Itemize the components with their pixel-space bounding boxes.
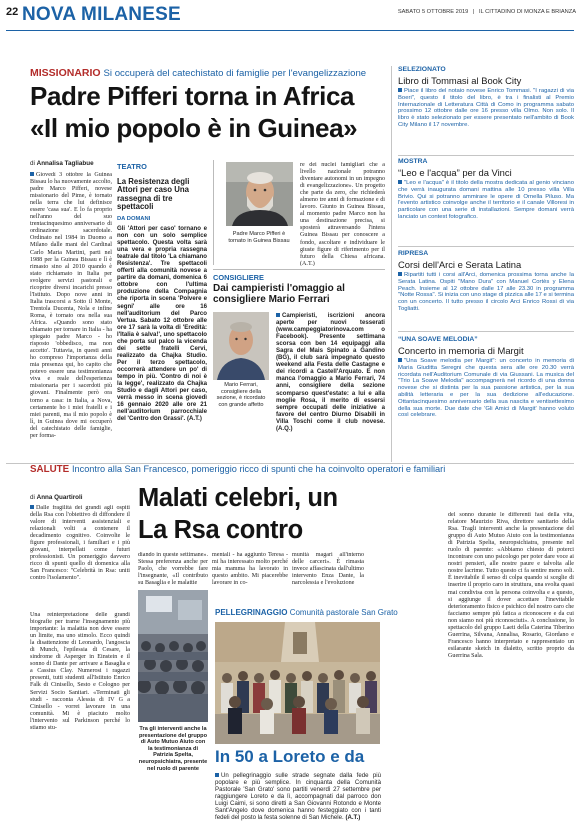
teatro-label: TEATRO (117, 162, 147, 171)
sidebar-3-label: RIPRESA (398, 250, 429, 257)
bullet-square (215, 773, 219, 777)
teatro-text (117, 225, 207, 422)
loreto-group-image (215, 622, 380, 744)
rsa-col3: mentali - ha aggiunto Teresa - mi ha interessato molto perché mia mamma ha lavorato in questo ambito. Mi piacerebbe lavorare in co- (212, 552, 288, 587)
rsa-headline-2: La Rsa contro (138, 516, 303, 544)
loreto-photo (215, 622, 380, 744)
sidebar-rule-2 (398, 246, 574, 247)
sidebar-1-label: SELEZIONATO (398, 66, 446, 73)
pifferi-photo (226, 162, 293, 226)
header-rule (6, 30, 574, 31)
bullet-square (30, 172, 34, 176)
rsa-byline-author: Anna Quartiroli (36, 494, 83, 501)
sidebar-3-text: Ripartiti tutti i corsi all'Arci, domenica prossima torna anche la Serata Latina. Ospiti "Mano Dura" con Manuel Cortès y Elena Peach. Insieme al 12 ottobre dalle 17 alle 23.30 in programma "Notte Rossa". Si inizia con uno stage di pizzica alle 17 e si termina con un concerto. Il tutto presso il circolo Arci Enrico Rossi di via Togliatti. (398, 272, 574, 312)
teatro-byline: DA DOMANI (117, 216, 151, 222)
ferrari-photo (213, 312, 269, 380)
sidebar-item-1 (398, 66, 574, 168)
main-byline-prefix: di (30, 160, 35, 167)
main-col3-signature: (A.T.) (300, 260, 315, 266)
rsa-col5: del sonno durante le differenti fasi della vita, relatore Maurizio Riva, direttore sanitario della Rsa. Tragli interventi anche la presentazione del gruppo di Auto Mutuo Aiuto con la testimonianza di Patrizia Spelta, neuropsichiatra, presente nel ruolo di parente: «Abbiamo chiesto di poterci incontrare con uno psicologo per poter dare voce ai nostri pensieri, alle nostre paure e talvolta alle nostre lacrime. Tutto questo ci fa sentire meno soli. È inevitabile il senso di colpa quando si sceglie di inserire il proprio caro in struttura, una svolta quasi mai condivisa con la persona coinvolta e a questo, si aggiunge il dover accettare l'inevitabile deterioramento fisico e psichico del nostro caro che facciamo sempre più fatica a riconoscere e da cui non siamo noi più riconosciuti». A conclusione, lo spettacolo del gruppo Laeti della Caterina Tiberino Guerrina, Silvana, Annalisa, Rosario, Giordano e Francesco hanno interpretato e rappresentato un esilarante sketch in dialetto, scritto proprio da Guerrina Sala. (448, 512, 574, 659)
sidebar-4-title: Concerto in memoria di Margit (398, 345, 524, 356)
bullet-square (30, 505, 34, 509)
rsa-col1-bottom-text: Una reinterpretazione delle grandi biografie per trarne l'insegnamento più importante: la malattia non deve essere un limite, ma uno stimolo. Ecco quindi la disattenzione di Leonardo, l'angoscia di Munch, l'epilessia di Cesare, la sindrome di Asperger in Einstein e il sonno di Dante per arrivare a Basaglia e a Cassius Clay. Numerosi i ragazzi presenti, tutti studenti all'Istituto Enrico Falk di Cinisello, Sesto e Cologno per Servizi Socio Sanitari. «Terminati gli studi - racconta Alessia di IV G a Cinisello - vorrei lavorare in una comunità. Mi è piaciuto molto l'intervento sul Parkinson perché lo stiamo stu- (30, 612, 130, 731)
bullet-square (398, 272, 402, 276)
sidebar-1-text: Piace il libro del notaio novese Enrico Tommasi. "I ragazzi di via Boeri", questo il titolo del libro, è tra i finalisti al Premio Internazionale di Letteratura Città di Como in programma sabato prossimo 12 ottobre dalle ore 16 presso villa Olmo. Non solo. Il libro è stato selezionato per essere presentato nell'ambito di Book City Milano il 17 novembre. (398, 88, 574, 128)
rsa-photo-caption: Tra gli interventi anche la presentazione del gruppo di Auto Mutuo Aiuto con la testimonianza di Patrizia Spelta, neuropsichiatra, presente nel ruolo di parente (138, 726, 208, 772)
rsa-col1-top (30, 505, 130, 609)
teatro-text-body: Gli 'Attori per caso' tornano e non con un solo semplice spettacolo. Questa volta sarà una vera e propria rassegna teatrale dal titolo 'La chiamano Resistenza'. Tre spettacoli offerti alla comunità novese a partire da domani, domenica 6 ottobre con l'ultima produzione della Compagnia che riporta in scena 'Polvere e segni' alle ore 16 nell'auditorium del Parco Vertua. Sabato 12 ottobre alle ore 17 sarà la volta di 'Eredità: l'Italia è salva!', uno spettacolo che porta sul palco la vicenda dei sette fratelli Cervi, realizzato da Chajka Studio. Per il terzo spettacolo, occorrerà attendere un po' di tempo in più. 'Contro di noi è la legge', realizzato da Chajka Studio e dagli Attori per caso, verrà messo in scena giovedì 16 gennaio 2020 alle ore 21 nell'auditorium parrocchiale del 'Centro don Grassi'. (117, 225, 207, 423)
loreto-headline: In 50 a Loreto e da (215, 747, 365, 766)
consigliere-label: CONSIGLIERE (213, 273, 264, 282)
rsa-kicker-label: SALUTE (30, 464, 70, 475)
rsa-event-photo (138, 590, 208, 722)
rsa-event-image (138, 590, 208, 722)
sidebar-item-3 (398, 250, 574, 340)
rsa-col2: diando in queste settimane». Stessa preferenza anche per Paolo, che vorrebbe fare l'insegnante, «Il contributo su Basaglia e le malattie (138, 552, 208, 587)
rsa-kicker-text: Incontro alla San Francesco, pomeriggio ricco di spunti che ha coinvolto operatori e familiari (71, 464, 446, 474)
sidebar-item-4 (398, 336, 574, 460)
main-kicker (30, 67, 375, 80)
sidebar-4-text: "Una Soave melodia per Margit": un concerto in memoria di Maria Giuditta Seregni che questa sera alle ore 20.30 verrà ricordata nell'Auditorium Comunale di via Giussani. La musica del "Trio La Soave Melodia" accompagnerà nel ricordo di una donna novese che si distinta per la sua passione artistica, per la sua abilità letteraria e per la sua dedizione all'educazione. Ottantacinquesimo anniversario della sua nascita e ventisettesimo della sua morte. Due date che 'Gli Amici di Margit' hanno voluto così celebrare. (398, 358, 574, 419)
main-kicker-text: Si occuperà del catechistato di famiglie per l'evangelizzazione (103, 68, 367, 79)
rsa-col1-bottom (30, 612, 130, 822)
sidebar-rule-1 (398, 155, 574, 156)
sidebar-1-title: Libro di Tommasi al Book City (398, 75, 522, 86)
pifferi-portrait-image (226, 162, 293, 226)
sidebar-2-label: MOSTRA (398, 158, 428, 165)
bullet-square (398, 358, 402, 362)
sidebar-4-label: “UNA SOAVE MELODIA” (398, 336, 478, 343)
section-title: NOVA MILANESE (22, 4, 181, 25)
sidebar-2-text: "Leo e l'acqua" è il titolo della mostra dedicata al genio vinciano che verrà inaugurata domani mattina alle 10 presso villa Villa Brivio. Qui si potranno ammirare le opere di Ornella Piluso. Ma l'evento artistico coinvolge anche il territorio e il canale Villoresi in particolare con una serie di installazioni. Sempre domani verrà lanciato un contest fotografico. (398, 180, 574, 220)
consigliere-signature: (A.Q.) (276, 424, 293, 432)
loreto-kicker-text: Comunità pastorale San Grato (289, 608, 398, 617)
loreto-text (215, 772, 381, 822)
pifferi-photo-caption: Padre Marco Pifferi è tornato in Guinea Bissau (228, 231, 290, 244)
teatro-box (117, 162, 207, 452)
ferrari-portrait-image (213, 312, 269, 380)
teatro-signature: (A.T.) (186, 415, 202, 423)
page-number: 22 (6, 6, 19, 18)
sidebar-item-2 (398, 158, 574, 254)
rsa-col1-top-text: Dalle fragilità dei grandi agli ospiti della Rsa con l'obiettivo di diffondere il valore di interventi assistenziali e relazionali volti a contenere il decadimento cognitivo. Coinvolte le figure professionali, i familiari e i più giovani, interpellati come futuri professionisti. Un pomeriggio davvero ricco di spunti quello di domenica alla San Francesco: "Celebrità in Rsa: uniti contro l'isolamento". (30, 505, 130, 582)
sidebar-3-title: Corsi dell'Arci e Serata Latina (398, 259, 522, 270)
issue-date: SABATO 5 OTTOBRE 2019 | IL CITTADINO DI MONZA E BRIANZA (397, 9, 576, 15)
rsa-col4: munità magari all'interno delle carceri». È rimasta invece affascinata dall'ultimo intervento Enza Dante, la narcolessia e l'evoluzione (292, 552, 364, 587)
bullet-square (398, 180, 402, 184)
main-kicker-label: MISSIONARIO (30, 67, 101, 79)
main-headline-2: «Il mio popolo è in Guinea» (30, 113, 358, 143)
teatro-headline: La Resistenza degli Attori per caso Una rassegna di tre spettacoli (117, 177, 190, 212)
loreto-text-body: Un pellegrinaggio sulle strade segnate dalla fede più popolare e più semplice. In cinquanta della Comunità Pastorale 'San Grato' sono partiti venerdì 27 settembre per raggiungere Loreto e da lì, accompagnati dal parroco don Luigi Caimi, si sono diretti a San Giovanni Rotondo e Monte Sant'Angelo dove domenica hanno festeggiato con i tanti fedeli del posto la festa solenne di San Michele. (215, 772, 381, 822)
date-text: SABATO 5 OTTOBRE 2019 (397, 9, 469, 15)
consigliere-headline: Dai campieristi l'omaggio al consigliere Mario Ferrari (213, 283, 345, 305)
main-col3 (300, 162, 385, 266)
consigliere-text (276, 312, 385, 452)
rsa-headline-1: Malati celebri, un (138, 484, 338, 512)
loreto-kicker (215, 608, 435, 619)
newspaper-name: IL CITTADINO DI MONZA E BRIANZA (478, 9, 576, 15)
ferrari-photo-caption: Mario Ferrari, consigliere della sezione, è ricordato con grande affetto (216, 382, 266, 408)
main-col1 (30, 172, 112, 440)
bullet-square (276, 313, 280, 317)
consigliere-top-rule (213, 269, 385, 270)
main-col1-text: Giovedì 3 ottobre la Guinea Bissau lo ha nuovamente accolto, padre Marco Pifferi, novese missionario del Pime, è tornato nella terra che lui definisce essere 'casa sua'. E lo fa proprio nell'anno del suo trentacinquesimo anniversario di ordinazione sacerdotale. Ordinato nel 1984 in Duomo a Milano dalle mani del Cardinal Carlo Maria Martini, parti nel 1988 per la Guinea Bissau e lì è rimasto sino al 2010 quando è stato richiamato in Italia per svolgere servizi pastorali e ricoprire diversi incarichi presso l'Istituto. Dopo nove anni in Italia trascorsi a Sotto il Monte, Trentola Ducenta, Nola e infine Roma, è tornato ora nella sua Africa. «Quando sono stato chiamato per tornare in Italia - ha spiegato padre Marco - ho risposto 'obbedisco, ma non accetto'. Tuttavia, in questi anni ho compreso l'importanza della mia presenza qui, ho capito che potevo essere una testimonianza viva e reale dell'esperienza missionaria per i sacerdoti più giovani. Finalmente però ora torno a casa: in Italia, a Nova, certamente ho i miei fratelli e i miei parenti, ma il mio popolo è lì, in Guinea dove mi occuperò del catechistato delle famiglie, per forma- (30, 172, 112, 439)
sidebar-2-title: “Leo e l'acqua” per da Vinci (398, 167, 512, 178)
rsa-byline (30, 494, 130, 503)
loreto-kicker-label: PELLEGRINAGGIO (215, 608, 288, 617)
teatro-vertical-rule (213, 160, 214, 265)
consigliere-text-body: Campieristi, iscrizioni ancora aperte per nuovi tesserati (www.campeggiatorinova.com o Facebook). Presente settimana scorsa con ben 14 equipaggi alla Sagra del Mais Spinato a Gandino (BG), il club sarà impegnato questo weekend alla Festa delle Castagne e dei ricordi a Castell'Arquato. E non manca l'omaggio a Mario Ferrari, 74 anni, consigliere della sezione scomparso quest'estate: a lui e alla moglie Rosa, il merito di essersi sempre occupati delle iniziative a favore del centro Diurno Disabili in Villa Toschi come il club novese. (276, 312, 385, 425)
rsa-byline-prefix: di (30, 494, 35, 501)
sidebar-divider (391, 66, 392, 462)
main-byline-author: Annalisa Tagliabue (36, 160, 94, 167)
main-headline-1: Padre Pifferi torna in Africa (30, 81, 355, 111)
main-byline (30, 160, 112, 169)
bullet-square (398, 88, 402, 92)
rsa-kicker (30, 464, 575, 476)
loreto-signature: (A.T.) (345, 814, 361, 822)
sidebar-rule-3 (398, 331, 574, 332)
main-col3-text: re dei nuclei famigliari che a livello nazionale potranno diventare autonomi in un impegno di evangelizzazione». Un progetto che parte da zero, che richiederà almeno tre anni di formazione e di lavoro. Giunto in Guinea Bissau, al momento padre Marco non ha una destinazione precisa, si sposterà attraversando l'intera Guinea Bissau per conoscere a fondo, ascoltare e individuare le giuste figure di riferimento per il futuro della Chiesa africana. (300, 162, 385, 260)
